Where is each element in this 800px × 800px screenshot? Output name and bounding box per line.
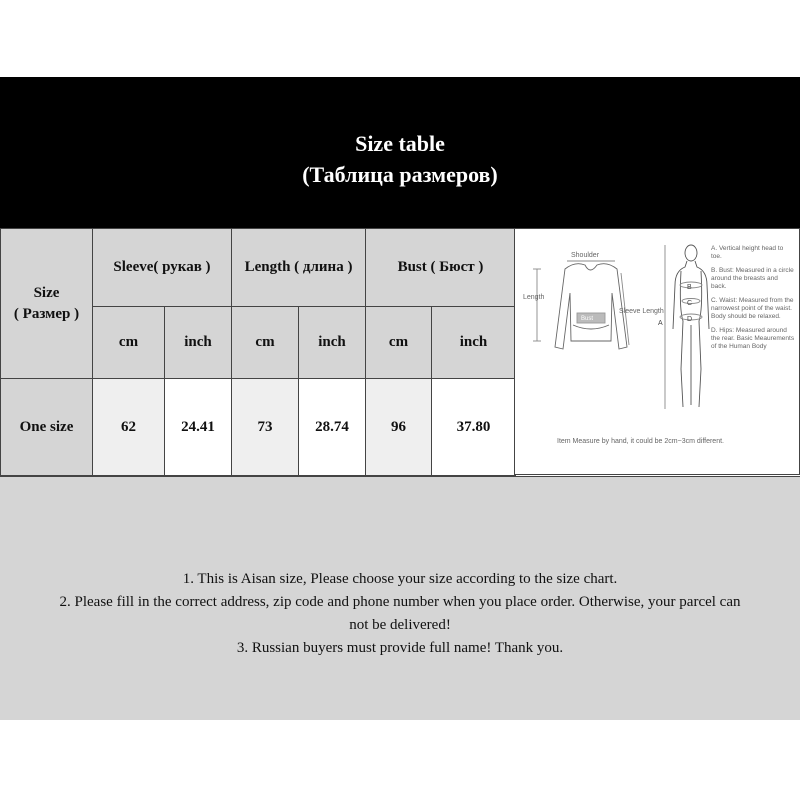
shoulder-label: Shoulder [571,252,600,259]
body-figure-icon [665,245,709,409]
size-header-cell [1,229,93,379]
value-cell: 96 [366,379,432,476]
note-line-3: not be delivered! [349,616,451,633]
value-cell: 62 [93,379,165,476]
unit-header: inch [432,307,516,379]
letter-c: C [687,300,693,307]
bust-header: Bust ( Бюст ) [366,229,516,307]
notes-panel [0,476,800,720]
size-label-ru: ( Размер ) [13,305,80,322]
sleeve-header: Sleeve( рукав ) [93,229,232,307]
length-label: Length [523,294,545,301]
note-b: B. Bust: Measured in a circle around the breasts and back. [711,267,794,290]
note-a: A. Vertical height head to toe. [711,245,784,260]
table-row [1,379,516,476]
garment-sketch-icon [533,261,629,349]
row-size-cell: One size [1,379,93,476]
page-subtitle: (Таблица размеров) [302,161,498,187]
sleeve-length-label: Sleeve Length [619,308,664,315]
note-c: C. Waist: Measured from the narrowest point of the waist. Body should be relaxed. [711,297,794,320]
bust-label: Bust [581,316,594,322]
note-line-2: 2. Please fill in the correct address, zip code and phone number when you place order. Otherwise, your parcel can [59,593,741,610]
size-table [0,228,516,476]
letter-a: A [658,320,663,327]
value-cell: 24.41 [165,379,232,476]
size-label: Size [33,284,60,301]
header-banner [0,77,800,228]
note-line-1: 1. This is Aisan size, Please choose your size according to the size chart. [182,570,618,587]
diagram-footer: Item Measure by hand, it could be 2cm~3cm different. [557,438,724,445]
letter-b: B [687,284,692,291]
note-line-4: 3. Russian buyers must provide full name! Thank you. [236,639,564,656]
unit-header: cm [93,307,165,379]
letter-d: D [687,316,693,323]
measurement-diagram [514,228,800,475]
length-header: Length ( длина ) [232,229,366,307]
value-cell: 73 [232,379,299,476]
unit-header: cm [366,307,432,379]
value-cell: 37.80 [432,379,516,476]
page-title: Size table [355,130,445,156]
note-d: D. Hips: Measured around the rear. Basic Meaurements of the Human Body [711,327,795,350]
unit-header: inch [165,307,232,379]
unit-header: inch [299,307,366,379]
value-cell: 28.74 [299,379,366,476]
unit-header: cm [232,307,299,379]
